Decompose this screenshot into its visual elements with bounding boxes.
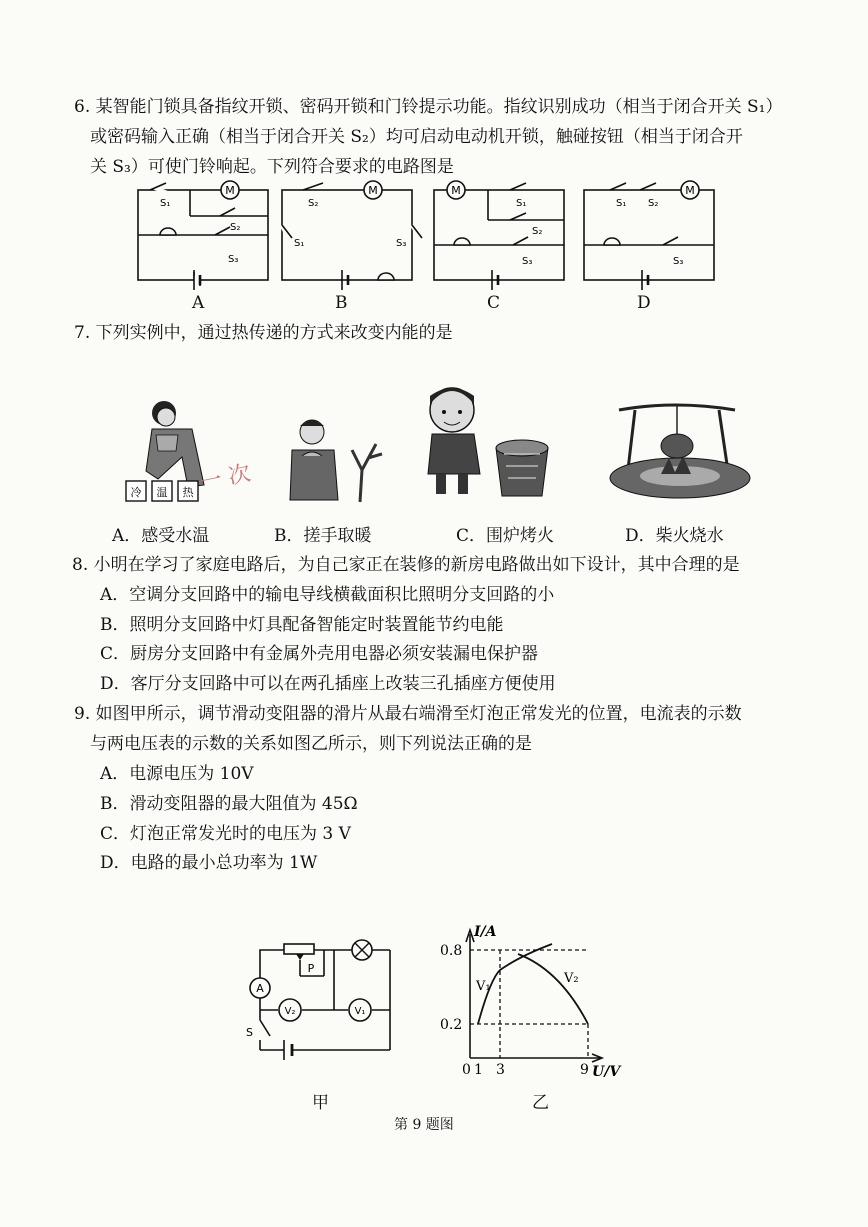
caption-yi: 乙: [532, 1093, 549, 1113]
q9-graph: [430, 920, 630, 1080]
slider-p-label: P: [307, 962, 315, 975]
q8-option-b: B．照明分支回路中灯具配备智能定时装置能节约电能: [100, 615, 504, 635]
q6-option-c: C: [487, 293, 501, 313]
q9-option-c: C．灯泡正常发光时的电压为 3 V: [100, 824, 351, 844]
q7-option-c: C．围炉烤火: [456, 526, 555, 546]
q9-line-1: 9. 如图甲所示，调节滑动变阻器的滑片从最右端滑至灯泡正常发光的位置，电流表的示数: [74, 704, 742, 724]
q6-circuit-a: [130, 180, 275, 290]
s2-label-c: S₂: [532, 226, 543, 237]
s2-label-b: S₂: [308, 198, 319, 209]
v2-label: V₂: [284, 1006, 296, 1017]
q7-illustration-rub-hands: [282, 410, 392, 505]
q8-option-c: C．厨房分支回路中有金属外壳用电器必须安装漏电保护器: [100, 644, 539, 664]
q6-line-2: 或密码输入正确（相当于闭合开关 S₂）均可启动电动机开锁，触碰按钮（相当于闭合开: [90, 127, 743, 147]
curve-v1-label: V₁: [476, 979, 491, 994]
cup-label-cold: 冷: [130, 486, 142, 499]
xtick-3: 3: [496, 1062, 505, 1078]
handwriting-mark: 一 次: [197, 460, 253, 497]
q8-option-d: D．客厅分支回路中可以在两孔插座上改装三孔插座方便使用: [100, 674, 556, 694]
q7-option-b: B．搓手取暖: [274, 526, 372, 546]
switch-s-label: S: [246, 1026, 253, 1039]
q9-option-a: A．电源电压为 10V: [100, 764, 254, 784]
s1-label-b: S₁: [294, 238, 305, 249]
xtick-9: 9: [580, 1062, 589, 1078]
caption-jia: 甲: [312, 1093, 329, 1113]
motor-label-d: M: [685, 184, 695, 197]
q6-circuit-d: [578, 180, 723, 290]
graph-xlabel: U/V: [592, 1064, 621, 1080]
q8-option-a: A．空调分支回路中的输电导线横截面积比照明分支回路的小: [100, 585, 555, 605]
q6-circuit-c: [428, 180, 573, 290]
cup-label-hot: 热: [182, 486, 194, 499]
q7-stem: 7. 下列实例中，通过热传递的方式来改变内能的是: [74, 323, 453, 343]
q9-option-b: B．滑动变阻器的最大阻值为 45Ω: [100, 794, 358, 814]
v1-label: V₁: [354, 1006, 366, 1017]
s1-label-c: S₁: [516, 198, 527, 209]
q6-option-b: B: [335, 293, 348, 313]
q6-option-a: A: [192, 293, 205, 313]
motor-label-a: M: [225, 184, 235, 197]
bell-icon: [604, 238, 620, 245]
curve-v2-label: V₂: [564, 971, 579, 986]
q9-circuit-diagram: [240, 930, 400, 1070]
q9-option-d: D．电路的最小总功率为 1W: [100, 853, 318, 873]
cup-label-warm: 温: [156, 486, 168, 499]
graph-ylabel: I/A: [474, 924, 497, 940]
motor-label-b: M: [368, 184, 378, 197]
xtick-1: 1: [474, 1062, 483, 1078]
s1-label-d: S₁: [616, 198, 627, 209]
s2-label-a: S₂: [230, 222, 241, 233]
q7-illustration-campfire: [605, 400, 755, 505]
figure-caption: 第 9 题图: [394, 1117, 454, 1133]
q6-option-d: D: [637, 293, 651, 313]
q7-option-a: A．感受水温: [112, 526, 210, 546]
ytick-08: 0.8: [440, 943, 463, 959]
q6-line-3: 关 S₃）可使门铃响起。下列符合要求的电路图是: [90, 157, 454, 177]
s3-label-a: S₃: [228, 254, 239, 265]
q6-line-1: 6. 某智能门锁具备指纹开锁、密码开锁和门铃提示功能。指纹识别成功（相当于闭合开关 S₁）: [74, 97, 783, 117]
s3-label-d: S₃: [673, 256, 684, 267]
motor-label-c: M: [451, 184, 461, 197]
s1-label-a: S₁: [160, 198, 171, 209]
q7-option-d: D．柴火烧水: [625, 526, 724, 546]
s3-label-c: S₃: [522, 256, 533, 267]
s3-label-b: S₃: [396, 238, 407, 249]
bell-icon: [160, 228, 176, 235]
q8-stem: 8. 小明在学习了家庭电路后，为自己家正在装修的新房电路做出如下设计，其中合理的是: [72, 555, 740, 575]
bell-icon: [454, 238, 470, 245]
ytick-02: 0.2: [440, 1017, 463, 1033]
ammeter-label: A: [256, 982, 264, 995]
bell-icon: [378, 273, 394, 280]
q9-line-2: 与两电压表的示数的关系如图乙所示，则下列说法正确的是: [90, 734, 532, 754]
rheostat-icon: [284, 944, 314, 954]
q6-circuit-b: [278, 180, 423, 290]
xtick-0: 0: [462, 1062, 471, 1078]
s2-label-d: S₂: [648, 198, 659, 209]
q7-illustration-stove: [418, 382, 553, 507]
